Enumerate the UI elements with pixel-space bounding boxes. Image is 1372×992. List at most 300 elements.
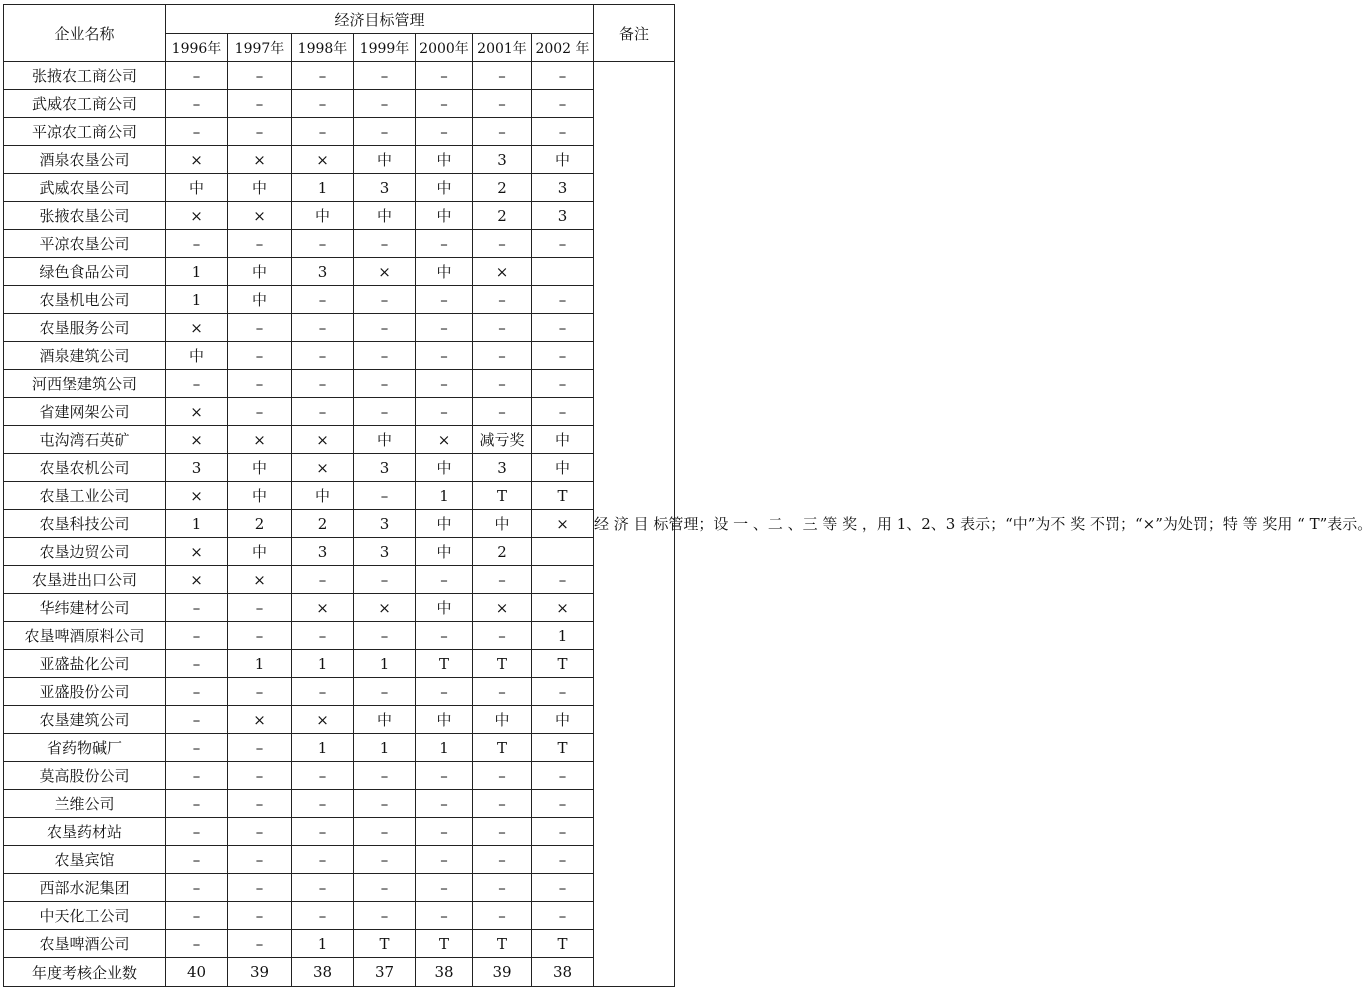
rating-cell: 3 [166, 454, 228, 482]
rating-cell: 3 [292, 538, 354, 566]
table-row [4, 314, 675, 342]
company-name-cell: 华纬建材公司 [4, 594, 166, 622]
rating-cell: – [532, 90, 594, 118]
rating-cell: 2 [473, 202, 532, 230]
rating-cell: 中 [354, 426, 416, 454]
rating-cell: × [166, 314, 228, 342]
table-row [4, 594, 675, 622]
rating-cell: – [354, 118, 416, 146]
table-row [4, 482, 675, 510]
rating-cell: – [416, 678, 473, 706]
rating-cell: – [532, 566, 594, 594]
rating-cell: – [532, 286, 594, 314]
total-row [4, 958, 675, 987]
rating-cell: 中 [416, 258, 473, 286]
rating-cell: 中 [532, 426, 594, 454]
rating-cell: 中 [354, 706, 416, 734]
rating-cell: 中 [416, 454, 473, 482]
rating-cell [532, 258, 594, 286]
rating-cell: – [228, 762, 292, 790]
rating-cell: – [532, 62, 594, 90]
rating-cell: 中 [228, 454, 292, 482]
rating-cell: 2 [473, 538, 532, 566]
rating-cell: – [292, 398, 354, 426]
rating-cell: – [532, 118, 594, 146]
company-name-cell: 武威农工商公司 [4, 90, 166, 118]
rating-cell: 中 [354, 202, 416, 230]
rating-cell [532, 538, 594, 566]
rating-cell: – [473, 90, 532, 118]
table-row [4, 118, 675, 146]
rating-cell: – [354, 874, 416, 902]
rating-cell: – [473, 566, 532, 594]
company-name-header: 企业名称 [4, 5, 166, 62]
rating-cell: – [416, 398, 473, 426]
table-row [4, 902, 675, 930]
rating-cell: – [473, 314, 532, 342]
company-name-cell: 武威农垦公司 [4, 174, 166, 202]
rating-cell: – [416, 790, 473, 818]
table-row [4, 258, 675, 286]
total-count-cell: 38 [416, 958, 473, 987]
rating-cell: – [292, 790, 354, 818]
rating-cell: 2 [292, 510, 354, 538]
company-name-cell: 屯沟湾石英矿 [4, 426, 166, 454]
rating-cell: 3 [473, 454, 532, 482]
rating-cell: 1 [166, 510, 228, 538]
rating-cell: 3 [292, 258, 354, 286]
rating-cell: – [228, 734, 292, 762]
rating-cell: – [473, 902, 532, 930]
rating-cell: × [166, 426, 228, 454]
rating-cell: × [166, 202, 228, 230]
rating-cell: T [532, 734, 594, 762]
rating-cell: – [354, 482, 416, 510]
table-row [4, 426, 675, 454]
rating-cell: 1 [166, 286, 228, 314]
rating-cell: – [416, 90, 473, 118]
rating-cell: – [292, 370, 354, 398]
rating-cell: – [532, 762, 594, 790]
company-name-cell: 平凉农垦公司 [4, 230, 166, 258]
rating-cell: – [228, 342, 292, 370]
rating-cell: 中 [416, 510, 473, 538]
rating-cell: – [228, 90, 292, 118]
company-name-cell: 亚盛股份公司 [4, 678, 166, 706]
rating-cell: – [416, 370, 473, 398]
rating-cell: × [532, 594, 594, 622]
rating-cell: × [292, 706, 354, 734]
rating-cell: – [292, 622, 354, 650]
rating-cell: 中 [166, 342, 228, 370]
rating-cell: T [532, 930, 594, 958]
rating-cell: 3 [473, 146, 532, 174]
rating-cell: – [228, 594, 292, 622]
rating-cell: – [228, 846, 292, 874]
company-name-cell: 张掖农工商公司 [4, 62, 166, 90]
rating-cell: 1 [532, 622, 594, 650]
rating-cell: 中 [532, 706, 594, 734]
table-row [4, 874, 675, 902]
rating-cell: – [354, 790, 416, 818]
company-name-cell: 酒泉农垦公司 [4, 146, 166, 174]
note-cell: 经 济 目 标管理；设 一 、二 、三 等 奖 ，用 1、2、3 表示；“中”为不 奖 不罚；“×”为处罚；特 等 奖用 “ T”表示。 [594, 62, 675, 987]
rating-cell: – [416, 846, 473, 874]
rating-cell: – [473, 846, 532, 874]
rating-cell: – [473, 874, 532, 902]
rating-cell: – [228, 398, 292, 426]
rating-cell: T [473, 650, 532, 678]
table-row [4, 566, 675, 594]
company-name-cell: 农垦啤酒公司 [4, 930, 166, 958]
rating-cell: × [292, 454, 354, 482]
company-name-cell: 农垦边贸公司 [4, 538, 166, 566]
rating-cell: 中 [416, 706, 473, 734]
table-row [4, 202, 675, 230]
rating-cell: – [228, 818, 292, 846]
rating-cell: – [354, 370, 416, 398]
table-row [4, 342, 675, 370]
rating-cell: – [292, 62, 354, 90]
company-name-cell: 中天化工公司 [4, 902, 166, 930]
rating-cell: 2 [228, 510, 292, 538]
rating-cell: × [166, 538, 228, 566]
table-row [4, 146, 675, 174]
table-row [4, 370, 675, 398]
rating-cell: – [228, 230, 292, 258]
table-row [4, 230, 675, 258]
rating-cell: × [473, 594, 532, 622]
rating-cell: 3 [354, 510, 416, 538]
rating-cell: 中 [416, 594, 473, 622]
rating-cell: – [416, 314, 473, 342]
rating-cell: – [532, 790, 594, 818]
rating-cell: – [416, 230, 473, 258]
rating-cell: 中 [416, 538, 473, 566]
company-name-cell: 平凉农工商公司 [4, 118, 166, 146]
rating-cell: – [292, 230, 354, 258]
rating-cell: – [166, 930, 228, 958]
rating-cell: – [292, 874, 354, 902]
rating-cell: – [532, 818, 594, 846]
rating-cell: – [354, 230, 416, 258]
rating-cell: – [166, 874, 228, 902]
rating-cell: – [354, 342, 416, 370]
rating-cell: – [292, 286, 354, 314]
rating-cell: × [354, 258, 416, 286]
company-name-cell: 省建网架公司 [4, 398, 166, 426]
company-name-cell: 农垦建筑公司 [4, 706, 166, 734]
rating-cell: 减亏奖 [473, 426, 532, 454]
rating-cell: T [416, 650, 473, 678]
rating-cell: – [166, 650, 228, 678]
rating-cell: – [354, 622, 416, 650]
company-name-cell: 农垦服务公司 [4, 314, 166, 342]
table-row [4, 398, 675, 426]
rating-cell: – [228, 678, 292, 706]
rating-cell: 中 [292, 202, 354, 230]
rating-cell: – [228, 874, 292, 902]
company-name-cell: 农垦药材站 [4, 818, 166, 846]
rating-cell: 3 [354, 454, 416, 482]
company-name-cell: 农垦进出口公司 [4, 566, 166, 594]
rating-cell: – [473, 762, 532, 790]
rating-cell: – [532, 678, 594, 706]
total-count-cell: 39 [228, 958, 292, 987]
year-header: 1996年 [166, 34, 228, 62]
company-name-cell: 莫高股份公司 [4, 762, 166, 790]
rating-cell: – [354, 90, 416, 118]
table-row [4, 538, 675, 566]
company-name-cell: 农垦工业公司 [4, 482, 166, 510]
rating-cell: – [292, 118, 354, 146]
rating-cell: – [166, 678, 228, 706]
table-row [4, 622, 675, 650]
rating-cell: – [416, 622, 473, 650]
rating-cell: 1 [166, 258, 228, 286]
table-row [4, 930, 675, 958]
rating-cell: – [228, 622, 292, 650]
company-name-cell: 农垦机电公司 [4, 286, 166, 314]
table-row [4, 454, 675, 482]
rating-cell: × [228, 706, 292, 734]
year-header: 2002 年 [532, 34, 594, 62]
rating-cell: – [166, 118, 228, 146]
rating-cell: 1 [416, 734, 473, 762]
company-name-cell: 绿色食品公司 [4, 258, 166, 286]
rating-cell: – [473, 230, 532, 258]
rating-cell: – [166, 62, 228, 90]
table-row [4, 510, 675, 538]
rating-cell: – [354, 902, 416, 930]
rating-cell: 3 [354, 538, 416, 566]
rating-cell: – [228, 790, 292, 818]
rating-cell: 中 [228, 286, 292, 314]
rating-cell: – [354, 762, 416, 790]
rating-cell: 3 [354, 174, 416, 202]
rating-cell: – [416, 818, 473, 846]
rating-cell: – [166, 706, 228, 734]
rating-cell: – [228, 62, 292, 90]
total-count-cell: 38 [292, 958, 354, 987]
total-count-cell: 40 [166, 958, 228, 987]
company-name-cell: 兰维公司 [4, 790, 166, 818]
year-header: 1997年 [228, 34, 292, 62]
rating-cell: – [473, 790, 532, 818]
rating-cell: – [532, 902, 594, 930]
rating-cell: – [416, 566, 473, 594]
company-name-cell: 农垦农机公司 [4, 454, 166, 482]
rating-cell: – [473, 622, 532, 650]
company-name-cell: 农垦宾馆 [4, 846, 166, 874]
rating-cell: × [292, 146, 354, 174]
rating-cell: 中 [292, 482, 354, 510]
rating-cell: – [416, 118, 473, 146]
company-name-cell: 亚盛盐化公司 [4, 650, 166, 678]
rating-cell: – [416, 342, 473, 370]
rating-cell: × [166, 146, 228, 174]
rating-cell: – [292, 566, 354, 594]
rating-cell: – [228, 370, 292, 398]
rating-cell: – [354, 846, 416, 874]
year-header: 1999年 [354, 34, 416, 62]
rating-cell: × [228, 202, 292, 230]
rating-cell: – [473, 370, 532, 398]
rating-cell: – [473, 398, 532, 426]
company-name-cell: 酒泉建筑公司 [4, 342, 166, 370]
rating-cell: × [473, 258, 532, 286]
rating-cell: – [292, 678, 354, 706]
rating-cell: × [292, 594, 354, 622]
year-header: 2000年 [416, 34, 473, 62]
rating-cell: T [473, 482, 532, 510]
rating-cell: 1 [292, 734, 354, 762]
rating-cell: – [166, 622, 228, 650]
rating-cell: × [228, 146, 292, 174]
year-header: 1998年 [292, 34, 354, 62]
table-row [4, 790, 675, 818]
rating-cell: × [292, 426, 354, 454]
company-name-cell: 张掖农垦公司 [4, 202, 166, 230]
rating-cell: T [532, 482, 594, 510]
rating-cell: – [354, 678, 416, 706]
target-management-table [3, 4, 1372, 987]
rating-cell: T [532, 650, 594, 678]
total-count-cell: 38 [532, 958, 594, 987]
company-name-cell: 西部水泥集团 [4, 874, 166, 902]
rating-cell: – [292, 342, 354, 370]
rating-cell: – [292, 902, 354, 930]
table-row [4, 762, 675, 790]
rating-cell: T [354, 930, 416, 958]
rating-cell: 1 [292, 650, 354, 678]
rating-cell: × [166, 482, 228, 510]
table-row [4, 818, 675, 846]
year-header: 2001年 [473, 34, 532, 62]
rating-cell: – [473, 62, 532, 90]
rating-cell: – [532, 342, 594, 370]
table-body [4, 62, 1372, 987]
rating-cell: – [354, 62, 416, 90]
rating-cell: – [473, 678, 532, 706]
rating-cell: – [532, 314, 594, 342]
rating-cell: – [532, 398, 594, 426]
rating-cell: – [228, 902, 292, 930]
rating-cell: 1 [228, 650, 292, 678]
rating-cell: – [166, 370, 228, 398]
rating-cell: 1 [354, 650, 416, 678]
rating-cell: 中 [228, 482, 292, 510]
rating-cell: – [416, 874, 473, 902]
total-count-cell: 39 [473, 958, 532, 987]
rating-cell: – [473, 118, 532, 146]
rating-cell: – [416, 902, 473, 930]
rating-cell: – [354, 818, 416, 846]
rating-cell: – [416, 762, 473, 790]
rating-cell: – [354, 566, 416, 594]
total-count-cell: 37 [354, 958, 416, 987]
rating-cell: 1 [292, 930, 354, 958]
rating-cell: × [532, 510, 594, 538]
rating-cell: – [292, 846, 354, 874]
rating-cell: – [292, 762, 354, 790]
rating-cell: – [166, 90, 228, 118]
rating-cell: – [166, 594, 228, 622]
header-row-1 [4, 5, 675, 34]
rating-cell: × [228, 566, 292, 594]
rating-cell: 中 [228, 174, 292, 202]
rating-cell: – [166, 902, 228, 930]
rating-cell: – [416, 62, 473, 90]
rating-cell: × [228, 426, 292, 454]
rating-cell: – [473, 286, 532, 314]
rating-cell: 中 [228, 538, 292, 566]
rating-cell: – [292, 314, 354, 342]
rating-cell: 3 [532, 202, 594, 230]
company-name-cell: 河西堡建筑公司 [4, 370, 166, 398]
rating-cell: 1 [416, 482, 473, 510]
table-row [4, 286, 675, 314]
rating-cell: – [228, 930, 292, 958]
rating-cell: – [354, 314, 416, 342]
table-row [4, 650, 675, 678]
rating-cell: 1 [292, 174, 354, 202]
rating-cell: 中 [532, 454, 594, 482]
note-header: 备注 [594, 5, 675, 62]
company-name-cell: 省药物碱厂 [4, 734, 166, 762]
company-name-cell: 农垦啤酒原料公司 [4, 622, 166, 650]
rating-cell: – [166, 790, 228, 818]
total-label-cell: 年度考核企业数 [4, 958, 166, 987]
rating-cell: – [292, 90, 354, 118]
rating-cell: 中 [354, 146, 416, 174]
rating-cell: T [473, 930, 532, 958]
rating-cell: 中 [416, 174, 473, 202]
rating-cell: – [473, 342, 532, 370]
table-row [4, 706, 675, 734]
rating-cell: – [532, 874, 594, 902]
group-header: 经济目标管理 [166, 5, 594, 34]
rating-cell: – [228, 314, 292, 342]
rating-cell: – [166, 846, 228, 874]
table-row [4, 174, 675, 202]
rating-cell: 中 [473, 706, 532, 734]
rating-cell: – [166, 230, 228, 258]
rating-cell: T [473, 734, 532, 762]
rating-cell: – [416, 286, 473, 314]
rating-cell: × [166, 566, 228, 594]
rating-cell: – [166, 818, 228, 846]
rating-cell: 中 [416, 146, 473, 174]
rating-cell: 2 [473, 174, 532, 202]
rating-cell: – [532, 230, 594, 258]
rating-cell: 3 [532, 174, 594, 202]
rating-cell: × [166, 398, 228, 426]
rating-cell: × [416, 426, 473, 454]
rating-cell: 中 [416, 202, 473, 230]
rating-cell: – [532, 370, 594, 398]
rating-cell: – [473, 818, 532, 846]
rating-cell: – [166, 762, 228, 790]
rating-cell: 中 [532, 146, 594, 174]
rating-cell: – [354, 286, 416, 314]
rating-cell: – [292, 818, 354, 846]
rating-cell: 中 [473, 510, 532, 538]
rating-cell: – [532, 846, 594, 874]
table-row [4, 90, 675, 118]
table-row [4, 62, 675, 90]
rating-cell: 1 [354, 734, 416, 762]
